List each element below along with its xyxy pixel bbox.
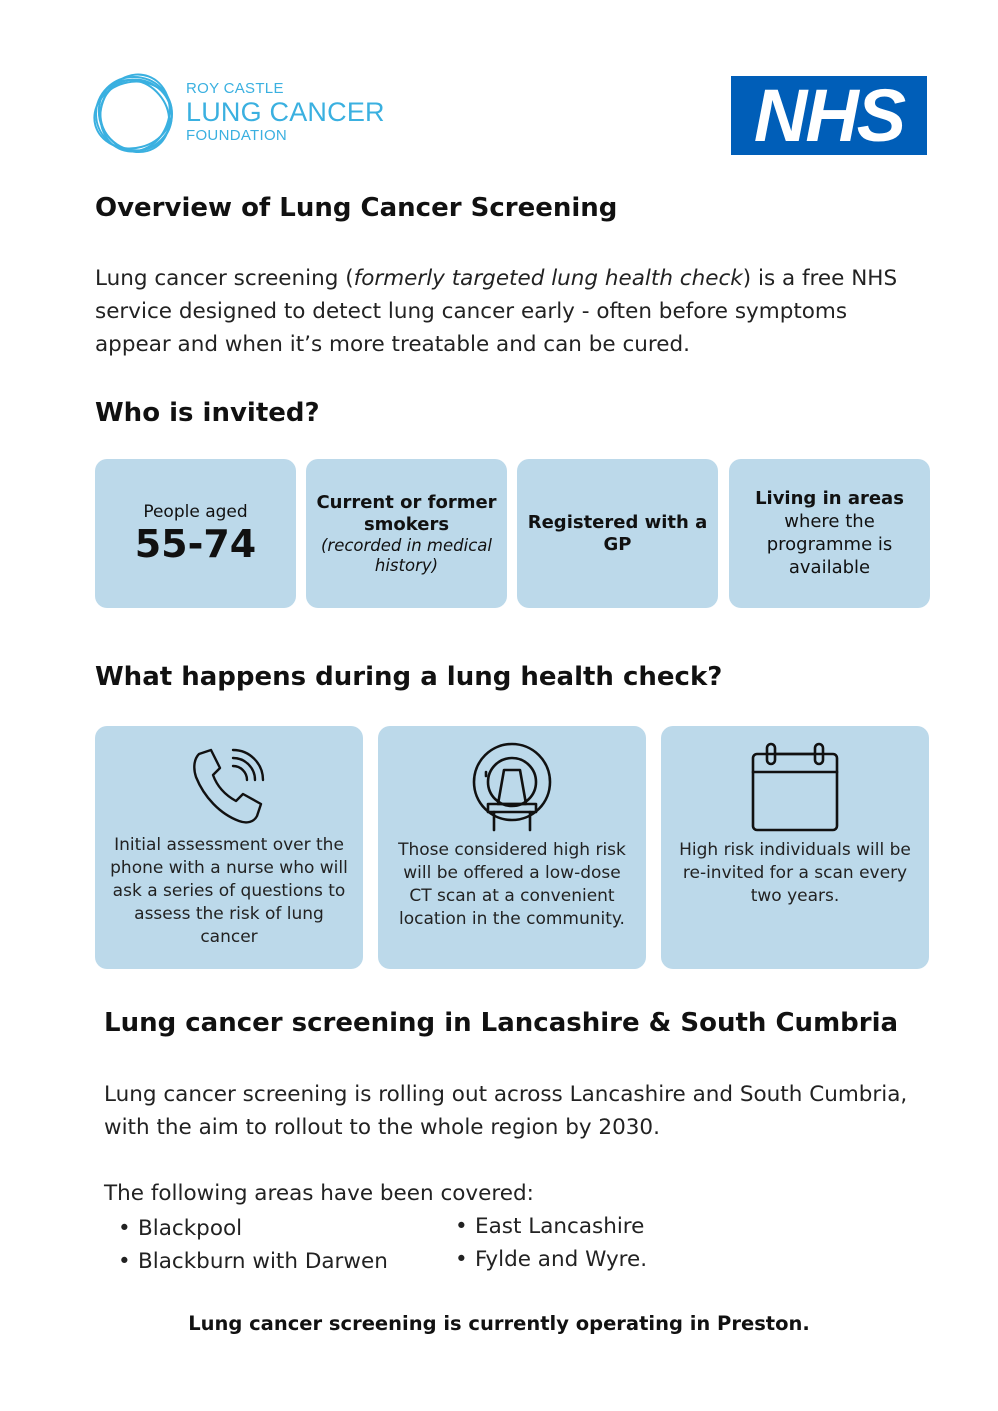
overview-text-italic: formerly targeted lung health check [353, 266, 743, 291]
list-item: • Blackpool [113, 1212, 388, 1245]
logo-line-1: ROY CASTLE [186, 80, 284, 97]
step-card-ct [378, 726, 646, 969]
overview-paragraph [95, 262, 915, 361]
list-item: • Blackburn with Darwen [113, 1245, 388, 1278]
local-paragraph: Lung cancer screening is rolling out across Lancashire and South Cumbria, with the aim to rollout to the whole region by 2030. [104, 1082, 908, 1140]
who-heading: Who is invited? [95, 398, 320, 428]
areas-list-col1 [113, 1212, 388, 1278]
card-smokers [306, 459, 507, 608]
nhs-logo: NHS [731, 76, 927, 155]
step-card-phone [95, 726, 363, 969]
calendar-icon [747, 740, 843, 834]
age-label: People aged [143, 501, 248, 522]
overview-text-after: ) is a free NHS service designed to detect lung cancer early - often before symptoms appear and when it’s more treatable and can be cured. [95, 266, 898, 357]
step-1-text: Initial assessment over the phone with a nurse who will ask a series of questions to assess the risk of lung cancer [110, 835, 348, 947]
card-age [95, 459, 296, 608]
during-heading: What happens during a lung health check? [95, 662, 723, 692]
step-2-text: Those considered high risk will be offered a low-dose CT scan at a convenient location in the community. [398, 840, 626, 929]
smokers-note: (recorded in medical history) [320, 535, 492, 575]
logo-line-2: LUNG CANCER [186, 97, 385, 127]
step-card-calendar [661, 726, 929, 969]
areas-note: where the programme is available [766, 511, 893, 578]
logo-line-3: FOUNDATION [186, 127, 288, 144]
list-item: • Fylde and Wyre. [450, 1243, 647, 1276]
areas-label: Living in areas [755, 488, 904, 509]
gp-label: Registered with a GP [527, 511, 708, 555]
roy-castle-logo [90, 70, 390, 160]
local-heading: Lung cancer screening in Lancashire & South Cumbria [104, 1008, 899, 1038]
areas-intro: The following areas have been covered: [104, 1181, 534, 1206]
overview-heading: Overview of Lung Cancer Screening [95, 193, 618, 223]
roy-castle-rings-icon [90, 70, 180, 160]
ct-scanner-icon [464, 742, 560, 834]
step-3-text: High risk individuals will be re-invited for a scan every two years. [679, 840, 911, 906]
age-range: 55-74 [134, 521, 257, 566]
areas-list-col2 [450, 1210, 647, 1276]
card-areas [729, 459, 930, 608]
overview-text-before: Lung cancer screening ( [95, 266, 354, 291]
footer-note: Lung cancer screening is currently operating in Preston. [188, 1312, 810, 1335]
phone-icon [187, 744, 271, 828]
smokers-label: Current or former smokers [316, 491, 497, 535]
card-gp [517, 459, 718, 608]
list-item: • East Lancashire [450, 1210, 647, 1243]
